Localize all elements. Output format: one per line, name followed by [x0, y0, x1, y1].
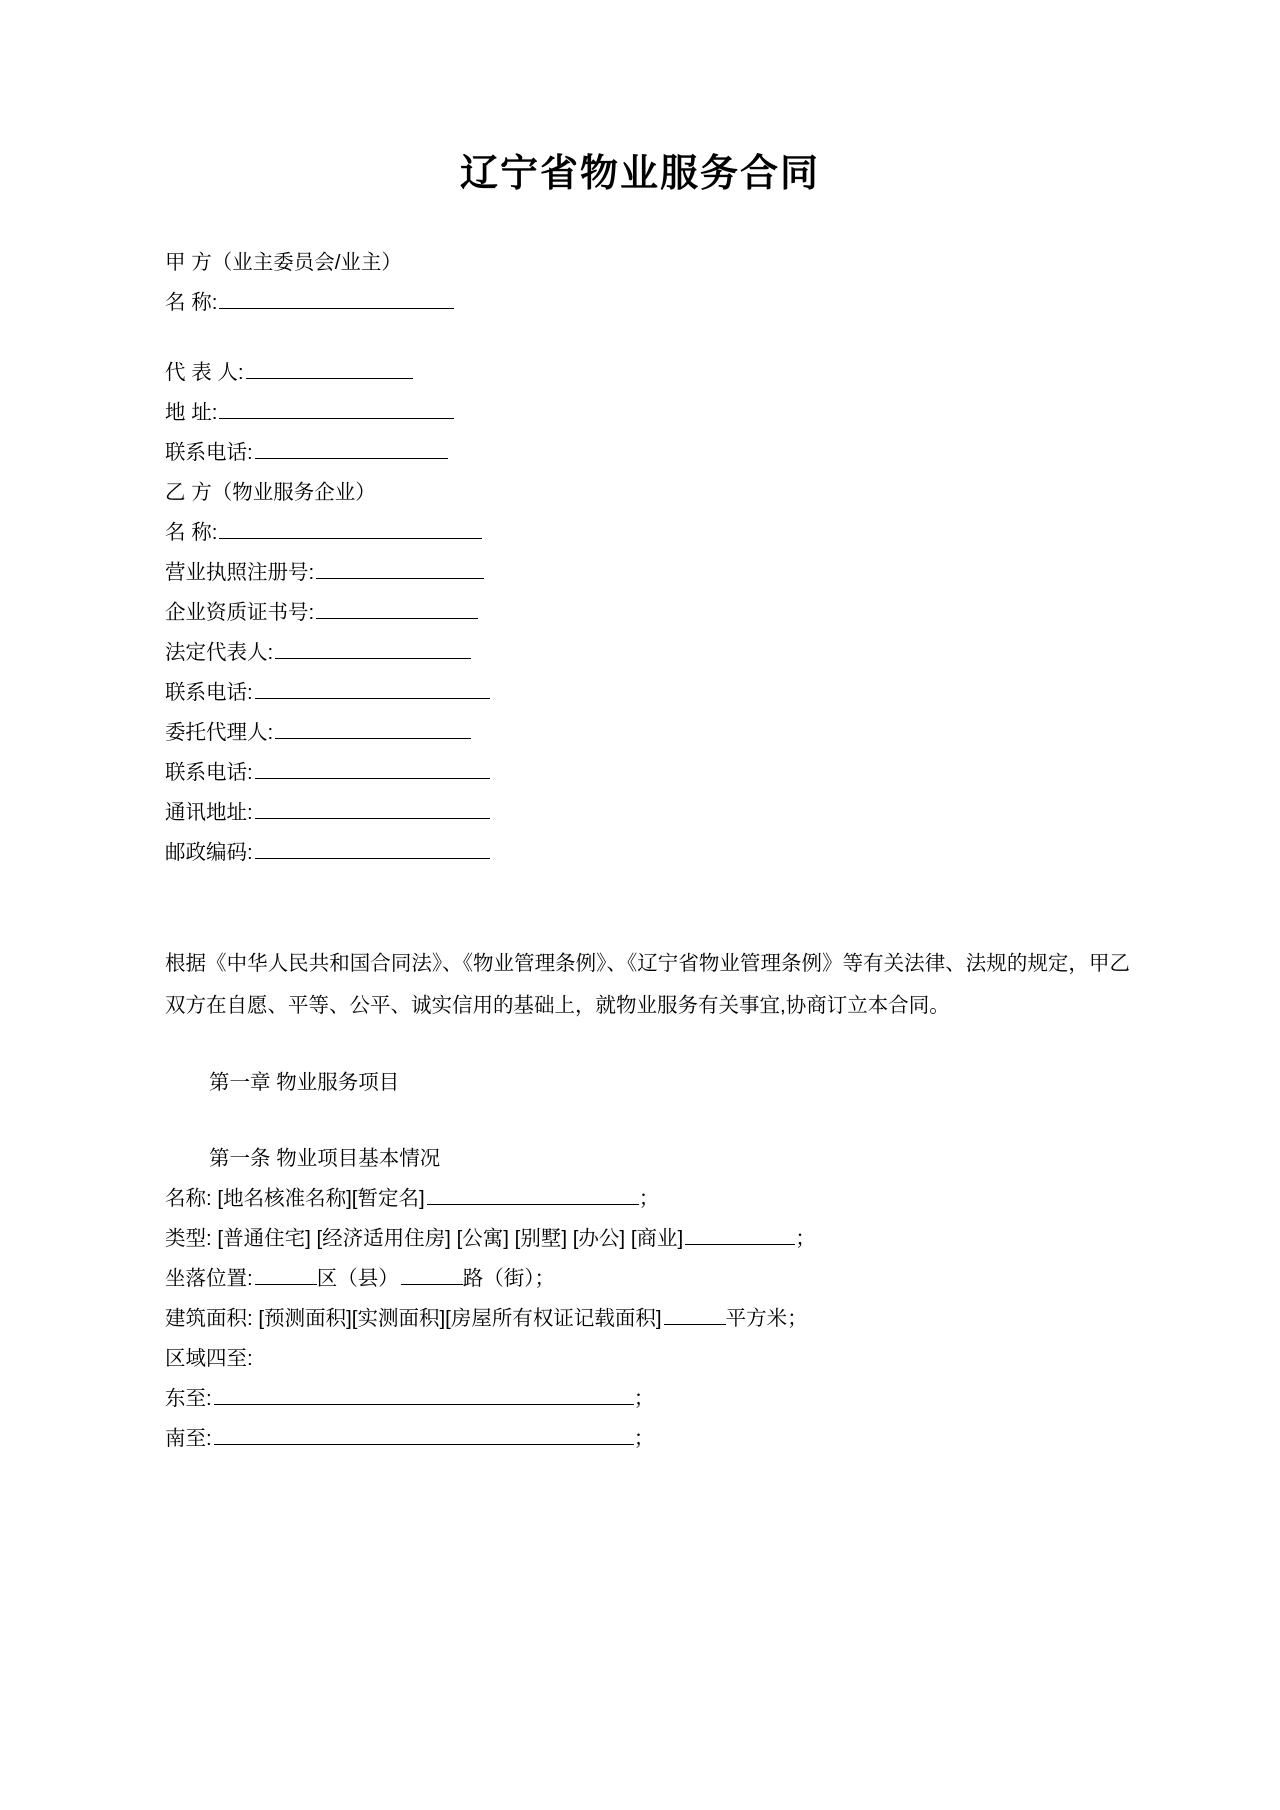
project-boundary-heading: 区域四至: [165, 1347, 253, 1371]
party-a-section [165, 243, 1130, 473]
project-boundary-south-suffix: ； [633, 1427, 655, 1451]
project-type-label: 类型: [普通住宅] [经济适用住房] [公寓] [别墅] [办公] [商业] [165, 1227, 684, 1251]
project-name-row [165, 1179, 1130, 1219]
party-a-rep-input[interactable] [246, 361, 413, 379]
party-b-name-row [165, 513, 1130, 553]
party-b-tel-row [165, 673, 1130, 713]
party-b-license-label: 营业执照注册号: [165, 561, 315, 585]
project-area-unit: 平方米； [725, 1307, 808, 1331]
party-a-name-label: 名 称: [165, 291, 218, 315]
party-b-license-row [165, 553, 1130, 593]
party-b-legal-rep-label: 法定代表人: [165, 641, 274, 665]
party-a-name-input[interactable] [219, 291, 454, 309]
party-b-postal-address-row [165, 793, 1130, 833]
party-b-license-input[interactable] [316, 561, 484, 579]
party-a-rep-row [165, 353, 1130, 393]
project-type-row [165, 1219, 1130, 1259]
party-b-qualification-input[interactable] [316, 601, 478, 619]
party-b-postal-address-label: 通讯地址: [165, 801, 253, 825]
project-type-input[interactable] [685, 1227, 795, 1245]
chapter-one-heading: 第一章 物业服务项目 [209, 1071, 400, 1095]
party-b-qualification-row [165, 593, 1130, 633]
party-b-agent-tel-row [165, 753, 1130, 793]
party-b-zipcode-row [165, 833, 1130, 873]
project-location-mid: 区（县） [316, 1267, 399, 1291]
party-a-heading: 甲 方（业主委员会/业主） [165, 251, 402, 275]
project-boundary-south-input[interactable] [214, 1427, 634, 1445]
spacer [165, 323, 1130, 353]
project-type-suffix: ； [795, 1227, 816, 1251]
project-name-input[interactable] [427, 1187, 639, 1205]
spacer [165, 1103, 1130, 1139]
party-a-rep-label: 代 表 人: [165, 361, 244, 385]
project-location-mid2: 路（街）； [462, 1267, 555, 1291]
project-boundary-south-label: 南至: [165, 1427, 212, 1451]
party-b-zipcode-input[interactable] [255, 841, 490, 859]
page-title: 辽宁省物业服务合同 [459, 153, 820, 195]
project-boundary-east-suffix: ； [633, 1387, 655, 1411]
party-b-agent-input[interactable] [275, 721, 471, 739]
party-b-name-input[interactable] [219, 521, 482, 539]
party-b-postal-address-input[interactable] [255, 801, 490, 819]
party-b-agent-tel-label: 联系电话: [165, 761, 253, 785]
project-road-input[interactable] [401, 1267, 463, 1285]
party-b-tel-input[interactable] [255, 681, 490, 699]
party-b-heading: 乙 方（物业服务企业） [165, 481, 376, 505]
party-b-legal-rep-row [165, 633, 1130, 673]
project-area-input[interactable] [664, 1307, 726, 1325]
party-a-address-row [165, 393, 1130, 433]
party-b-zipcode-label: 邮政编码: [165, 841, 253, 865]
project-location-row [165, 1259, 1130, 1299]
project-area-label: 建筑面积: [预测面积][实测面积][房屋所有权证记载面积] [165, 1307, 662, 1331]
party-b-agent-row [165, 713, 1130, 753]
party-a-tel-input[interactable] [255, 441, 448, 459]
clause-one-heading: 第一条 物业项目基本情况 [209, 1147, 441, 1171]
project-area-row [165, 1299, 1130, 1339]
project-district-input[interactable] [255, 1267, 317, 1285]
project-boundary-east-row [165, 1379, 1130, 1419]
project-boundary-east-input[interactable] [214, 1387, 634, 1405]
project-name-label: 名称: [地名核准名称][暂定名] [165, 1187, 425, 1211]
party-b-legal-rep-input[interactable] [275, 641, 471, 659]
project-name-suffix: ； [638, 1187, 660, 1211]
party-b-name-label: 名 称: [165, 521, 218, 545]
project-boundary-east-label: 东至: [165, 1387, 212, 1411]
preamble-paragraph: 根据《中华人民共和国合同法》、《物业管理条例》、《辽宁省物业管理条例》等有关法律、法规的规定，甲乙双方在自愿、平等、公平、诚实信用的基础上，就物业服务有关事宜,协商订立本合同。 [165, 952, 1130, 1018]
spacer [165, 873, 1130, 943]
project-location-label: 坐落位置: [165, 1267, 253, 1291]
party-b-agent-tel-input[interactable] [255, 761, 490, 779]
document-body [0, 199, 1280, 1459]
party-a-tel-row [165, 433, 1130, 473]
project-info-section [165, 1179, 1130, 1459]
party-a-tel-label: 联系电话: [165, 441, 253, 465]
party-b-section [165, 473, 1130, 873]
party-b-tel-label: 联系电话: [165, 681, 253, 705]
project-boundary-south-row [165, 1419, 1130, 1459]
party-a-address-label: 地 址: [165, 401, 218, 425]
party-b-qualification-label: 企业资质证书号: [165, 601, 315, 625]
spacer [165, 1027, 1130, 1063]
party-b-agent-label: 委托代理人: [165, 721, 274, 745]
party-a-address-input[interactable] [219, 401, 454, 419]
party-a-name-row [165, 283, 1130, 323]
